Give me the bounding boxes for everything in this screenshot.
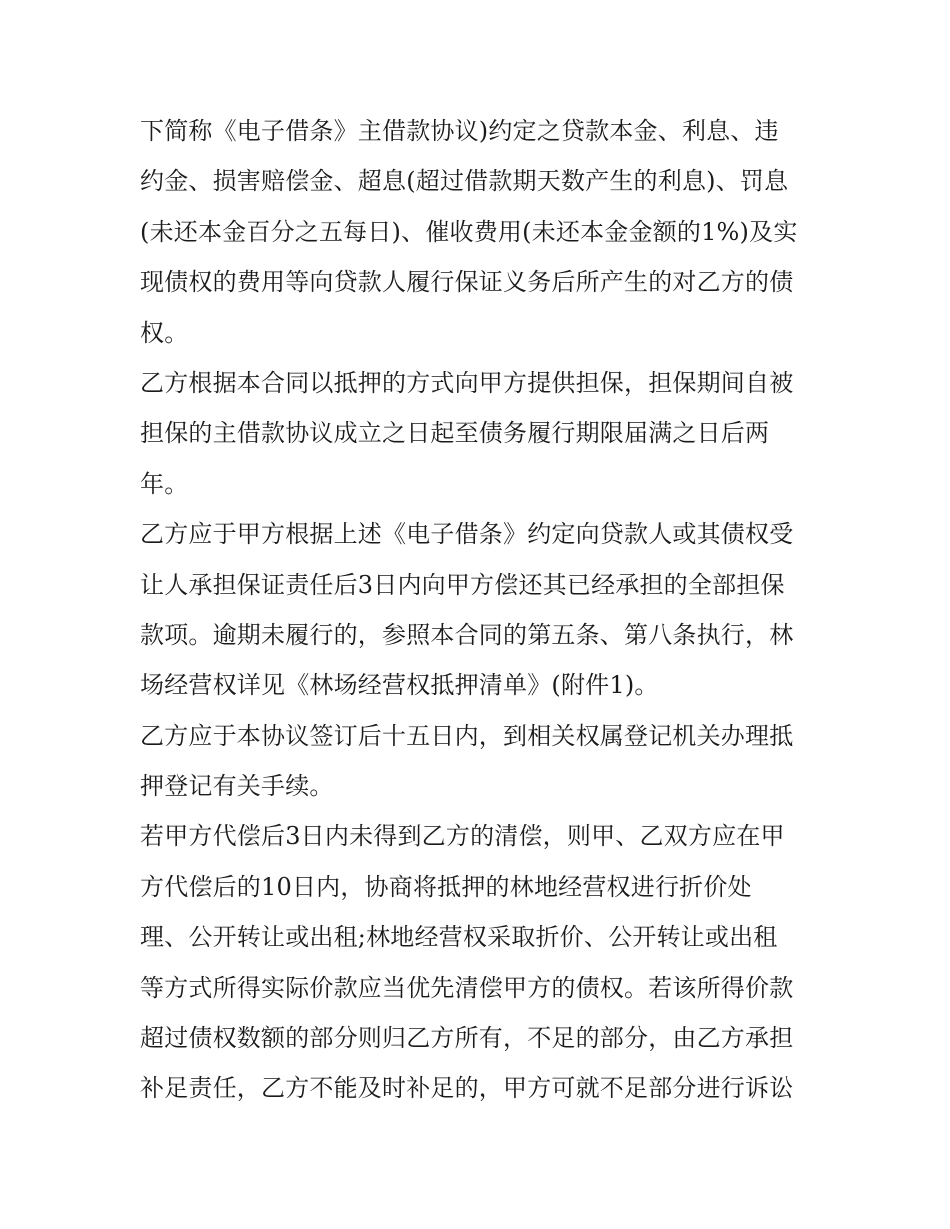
text-line: 场经营权详见《林场经营权抵押清单》(附件1)。: [140, 671, 659, 700]
text-line: 约金、损害赔偿金、超息(超过借款期天数产生的利息)、罚息: [140, 167, 789, 196]
text-line: 乙方应于本协议签订后十五日内，到相关权属登记机关办理抵: [140, 721, 794, 750]
text-line: 下简称《电子借条》主借款协议)约定之贷款本金、利息、违: [140, 117, 779, 145]
text-line: 等方式所得实际价款应当优先清偿甲方的债权。若该所得价款: [140, 973, 794, 1002]
text-line: 让人承担保证责任后3日内向甲方偿还其已经承担的全部担保: [140, 570, 785, 599]
text-line: 补足责任，乙方不能及时补足的，甲方可就不足部分进行诉讼: [140, 1074, 794, 1103]
text-line: 理、公开转让或出租;林地经营权采取折价、公开转让或出租: [140, 923, 778, 952]
document-body: [140, 106, 815, 1114]
text-line: 方代偿后的10日内，协商将抵押的林地经营权进行折价处: [140, 872, 752, 901]
text-line: 乙方应于甲方根据上述《电子借条》约定向贷款人或其债权受: [140, 520, 794, 549]
text-line: (未还本金百分之五每日)、催收费用(未还本金金额的1%)及实: [140, 217, 798, 246]
text-line: 现债权的费用等向贷款人履行保证义务后所产生的对乙方的债: [140, 268, 794, 297]
text-line: 款项。逾期未履行的，参照本合同的第五条、第八条执行，林: [140, 620, 794, 649]
text-line: 若甲方代偿后3日内未得到乙方的清偿，则甲、乙双方应在甲: [140, 822, 785, 851]
text-line: 担保的主借款协议成立之日起至债务履行期限届满之日后两: [140, 419, 770, 448]
text-line: 押登记有关手续。: [140, 772, 334, 801]
text-line: 权。: [140, 318, 189, 347]
text-line: 超过债权数额的部分则归乙方所有，不足的部分，由乙方承担: [140, 1024, 794, 1053]
text-line: 乙方根据本合同以抵押的方式向甲方提供担保，担保期间自被: [140, 368, 794, 397]
text-line: 年。: [140, 469, 189, 498]
